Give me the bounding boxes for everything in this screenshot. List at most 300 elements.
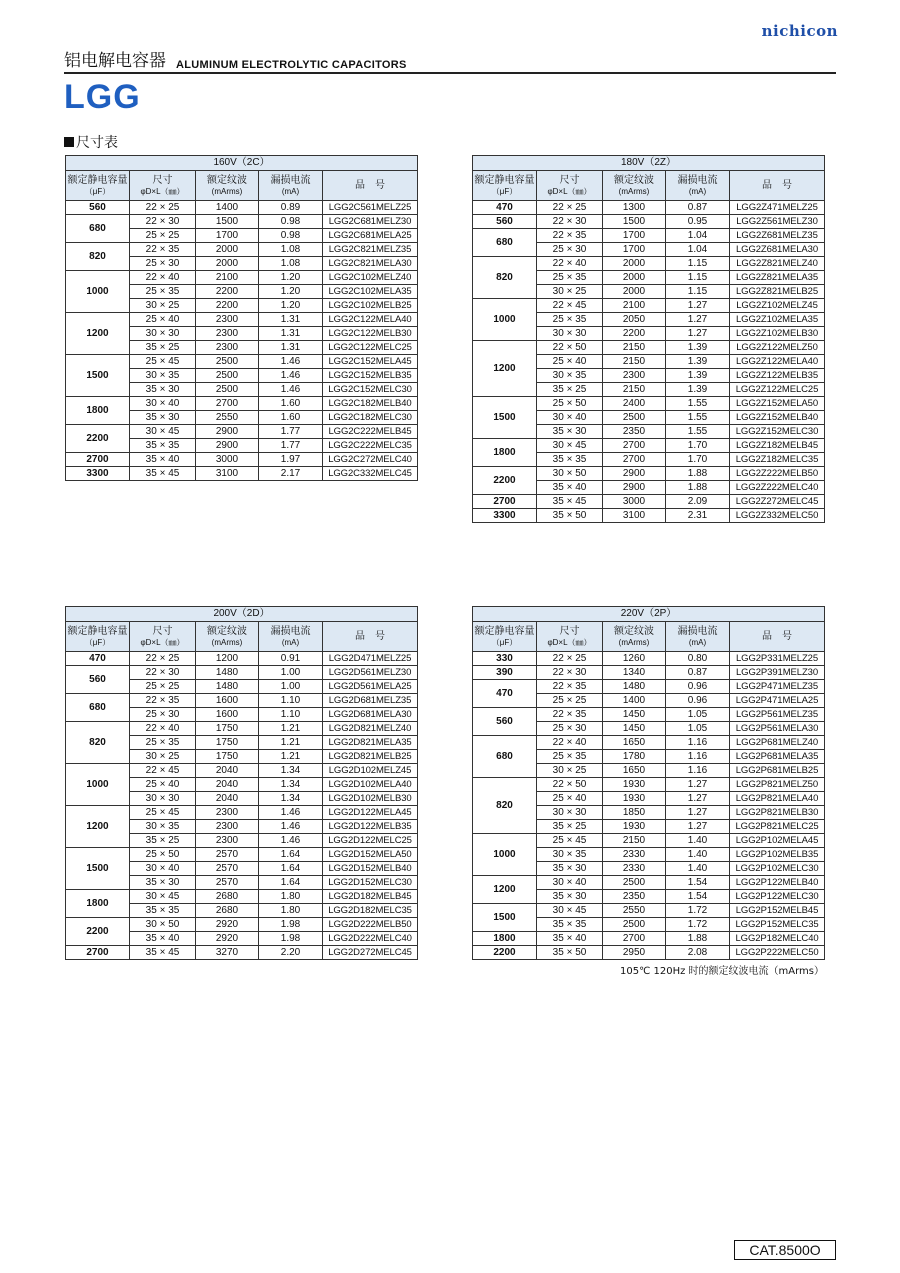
ripple-cell: 2000 xyxy=(196,257,259,271)
spec-table-220v xyxy=(472,606,825,960)
size-cell: 35 × 50 xyxy=(537,509,603,523)
size-cell: 22 × 25 xyxy=(537,652,603,666)
part-number-cell: LGG2Z152MELC30 xyxy=(730,425,825,439)
part-number-cell: LGG2Z122MELZ50 xyxy=(730,341,825,355)
ripple-cell: 2150 xyxy=(603,383,666,397)
size-cell: 35 × 25 xyxy=(537,820,603,834)
size-cell: 25 × 35 xyxy=(537,750,603,764)
column-header-part-no-label: 品 号 xyxy=(762,630,793,642)
table-row xyxy=(473,509,825,523)
capacitance-cell: 1000 xyxy=(473,299,537,341)
table-row xyxy=(473,257,825,271)
table-row xyxy=(473,652,825,666)
capacitance-cell: 390 xyxy=(473,666,537,680)
column-header-part-no xyxy=(323,622,418,652)
part-number-cell: LGG2Z222MELC40 xyxy=(730,481,825,495)
leakage-cell: 1.16 xyxy=(666,736,730,750)
header-title-cn: 铝电解电容器 xyxy=(64,51,166,71)
part-number-cell: LGG2P222MELC50 xyxy=(730,946,825,960)
ripple-cell: 2300 xyxy=(196,341,259,355)
ripple-cell: 2300 xyxy=(196,834,259,848)
size-cell: 30 × 50 xyxy=(537,467,603,481)
ripple-cell: 2950 xyxy=(603,946,666,960)
leakage-cell: 0.95 xyxy=(666,215,730,229)
column-header-capacitance-unit: （μF） xyxy=(84,637,111,647)
capacitance-cell: 820 xyxy=(66,722,130,764)
leakage-cell: 1.27 xyxy=(666,778,730,792)
table-row xyxy=(66,271,418,285)
leakage-cell: 1.39 xyxy=(666,341,730,355)
leakage-cell: 0.98 xyxy=(259,229,323,243)
size-cell: 25 × 30 xyxy=(130,708,196,722)
ripple-cell: 1400 xyxy=(196,201,259,215)
table-row xyxy=(66,425,418,439)
part-number-cell: LGG2Z471MELZ25 xyxy=(730,201,825,215)
leakage-cell: 1.40 xyxy=(666,862,730,876)
leakage-cell: 1.39 xyxy=(666,369,730,383)
size-cell: 25 × 25 xyxy=(537,694,603,708)
part-number-cell: LGG2C102MELA35 xyxy=(323,285,418,299)
size-cell: 30 × 45 xyxy=(537,439,603,453)
table-row xyxy=(66,355,418,369)
ripple-cell: 2700 xyxy=(603,932,666,946)
ripple-cell: 3100 xyxy=(196,467,259,481)
table-row xyxy=(473,495,825,509)
size-cell: 22 × 45 xyxy=(537,299,603,313)
part-number-cell: LGG2P561MELA30 xyxy=(730,722,825,736)
column-header-size xyxy=(130,171,196,201)
leakage-cell: 1.72 xyxy=(666,918,730,932)
ripple-cell: 3000 xyxy=(603,495,666,509)
table-row xyxy=(473,932,825,946)
part-number-cell: LGG2C561MELZ25 xyxy=(323,201,418,215)
part-number-cell: LGG2P122MELC30 xyxy=(730,890,825,904)
table-row xyxy=(66,694,418,708)
part-number-cell: LGG2P681MELZ40 xyxy=(730,736,825,750)
ripple-cell: 2100 xyxy=(603,299,666,313)
leakage-cell: 1.31 xyxy=(259,327,323,341)
leakage-cell: 1.46 xyxy=(259,820,323,834)
capacitance-cell: 560 xyxy=(66,666,130,694)
leakage-cell: 1.34 xyxy=(259,764,323,778)
capacitance-cell: 1200 xyxy=(473,341,537,397)
ripple-cell: 3270 xyxy=(196,946,259,960)
capacitance-cell: 2700 xyxy=(66,453,130,467)
spec-table-160v xyxy=(65,155,418,481)
size-cell: 25 × 45 xyxy=(130,355,196,369)
part-number-cell: LGG2Z821MELA35 xyxy=(730,271,825,285)
size-cell: 25 × 40 xyxy=(130,313,196,327)
ripple-cell: 1700 xyxy=(603,229,666,243)
ripple-cell: 2500 xyxy=(603,918,666,932)
ripple-cell: 1700 xyxy=(196,229,259,243)
leakage-cell: 1.80 xyxy=(259,890,323,904)
part-number-cell: LGG2D681MELA30 xyxy=(323,708,418,722)
ripple-cell: 1260 xyxy=(603,652,666,666)
part-number-cell: LGG2Z821MELZ40 xyxy=(730,257,825,271)
column-header-ripple-label: 额定纹波 xyxy=(207,625,247,637)
leakage-cell: 1.31 xyxy=(259,341,323,355)
leakage-cell: 1.27 xyxy=(666,313,730,327)
square-bullet-icon xyxy=(64,137,74,147)
capacitance-cell: 680 xyxy=(473,229,537,257)
leakage-cell: 1.16 xyxy=(666,764,730,778)
column-header-ripple-label: 额定纹波 xyxy=(614,174,654,186)
column-header-leakage-label: 漏损电流 xyxy=(677,625,718,637)
part-number-cell: LGG2Z152MELB40 xyxy=(730,411,825,425)
column-header-ripple xyxy=(196,622,259,652)
part-number-cell: LGG2D561MELA25 xyxy=(323,680,418,694)
ripple-cell: 2100 xyxy=(196,271,259,285)
ripple-cell: 2900 xyxy=(196,425,259,439)
leakage-cell: 1.00 xyxy=(259,680,323,694)
capacitance-cell: 2700 xyxy=(473,495,537,509)
ripple-cell: 2350 xyxy=(603,425,666,439)
part-number-cell: LGG2D122MELA45 xyxy=(323,806,418,820)
column-header-capacitance-label: 额定静电容量 xyxy=(67,625,128,637)
ripple-cell: 2500 xyxy=(196,383,259,397)
ripple-cell: 1700 xyxy=(603,243,666,257)
size-cell: 30 × 25 xyxy=(537,764,603,778)
part-number-cell: LGG2D821MELB25 xyxy=(323,750,418,764)
capacitance-cell: 330 xyxy=(473,652,537,666)
ripple-cell: 3100 xyxy=(603,509,666,523)
ripple-cell: 2000 xyxy=(603,285,666,299)
column-header-ripple-label: 额定纹波 xyxy=(207,174,247,186)
capacitance-cell: 470 xyxy=(473,680,537,708)
spec-table-180v xyxy=(472,155,825,523)
part-number-cell: LGG2Z152MELA50 xyxy=(730,397,825,411)
capacitance-cell: 1000 xyxy=(66,271,130,313)
part-number-cell: LGG2D821MELZ40 xyxy=(323,722,418,736)
part-number-cell: LGG2Z561MELZ30 xyxy=(730,215,825,229)
column-header-part-no-label: 品 号 xyxy=(355,179,386,191)
capacitance-cell: 2200 xyxy=(66,425,130,453)
catalog-number: CAT.8500O xyxy=(734,1240,836,1260)
column-header-size-unit: φD×L（㎜） xyxy=(140,186,185,196)
ripple-cell: 2050 xyxy=(603,313,666,327)
column-header-leakage xyxy=(666,622,730,652)
table-row xyxy=(66,764,418,778)
size-cell: 35 × 30 xyxy=(537,862,603,876)
leakage-cell: 1.55 xyxy=(666,411,730,425)
leakage-cell: 1.27 xyxy=(666,806,730,820)
column-header-capacitance xyxy=(473,622,537,652)
column-header-leakage-unit: (mA) xyxy=(281,186,300,196)
size-cell: 25 × 35 xyxy=(130,736,196,750)
leakage-cell: 0.96 xyxy=(666,680,730,694)
column-header-ripple-unit: (mArms) xyxy=(618,186,650,196)
column-header-capacitance-unit: （μF） xyxy=(84,186,111,196)
ripple-note: 105℃ 120Hz 时的额定纹波电流（mArms） xyxy=(620,966,824,977)
leakage-cell: 0.89 xyxy=(259,201,323,215)
ripple-cell: 1500 xyxy=(603,215,666,229)
column-header-size-label: 尺寸 xyxy=(559,174,580,186)
ripple-cell: 3000 xyxy=(196,453,259,467)
voltage-header: 220V（2P） xyxy=(473,607,825,622)
leakage-cell: 0.80 xyxy=(666,652,730,666)
size-cell: 30 × 40 xyxy=(537,876,603,890)
table-row xyxy=(473,229,825,243)
leakage-cell: 1.80 xyxy=(259,904,323,918)
part-number-cell: LGG2C222MELC35 xyxy=(323,439,418,453)
column-header-capacitance xyxy=(473,171,537,201)
leakage-cell: 1.40 xyxy=(666,848,730,862)
size-cell: 35 × 40 xyxy=(537,481,603,495)
ripple-cell: 2920 xyxy=(196,932,259,946)
size-cell: 30 × 25 xyxy=(537,285,603,299)
ripple-cell: 2330 xyxy=(603,862,666,876)
size-cell: 30 × 30 xyxy=(130,327,196,341)
size-cell: 22 × 40 xyxy=(130,722,196,736)
brand-logo: nichicon xyxy=(761,22,838,40)
ripple-cell: 1750 xyxy=(196,736,259,750)
table-row xyxy=(66,666,418,680)
leakage-cell: 1.27 xyxy=(666,820,730,834)
leakage-cell: 1.21 xyxy=(259,736,323,750)
column-header-capacitance-label: 额定静电容量 xyxy=(474,174,535,186)
part-number-cell: LGG2D821MELA35 xyxy=(323,736,418,750)
ripple-cell: 1650 xyxy=(603,736,666,750)
column-header-leakage xyxy=(259,171,323,201)
table-row xyxy=(473,736,825,750)
ripple-cell: 1300 xyxy=(603,201,666,215)
leakage-cell: 1.27 xyxy=(666,792,730,806)
ripple-cell: 1780 xyxy=(603,750,666,764)
part-number-cell: LGG2C681MELA25 xyxy=(323,229,418,243)
column-header-size-label: 尺寸 xyxy=(152,174,173,186)
leakage-cell: 2.20 xyxy=(259,946,323,960)
part-number-cell: LGG2C122MELA40 xyxy=(323,313,418,327)
table-row xyxy=(66,453,418,467)
size-cell: 35 × 45 xyxy=(130,467,196,481)
part-number-cell: LGG2D152MELB40 xyxy=(323,862,418,876)
capacitance-cell: 2200 xyxy=(473,946,537,960)
column-header-size xyxy=(537,171,603,201)
ripple-cell: 2920 xyxy=(196,918,259,932)
ripple-cell: 2500 xyxy=(196,369,259,383)
leakage-cell: 1.15 xyxy=(666,285,730,299)
size-cell: 35 × 25 xyxy=(130,341,196,355)
ripple-cell: 2040 xyxy=(196,792,259,806)
size-cell: 30 × 40 xyxy=(130,397,196,411)
size-cell: 35 × 40 xyxy=(537,932,603,946)
section-title xyxy=(64,132,118,152)
capacitance-cell: 3300 xyxy=(473,509,537,523)
leakage-cell: 1.15 xyxy=(666,271,730,285)
part-number-cell: LGG2Z102MELA35 xyxy=(730,313,825,327)
size-cell: 22 × 40 xyxy=(537,257,603,271)
ripple-cell: 1750 xyxy=(196,722,259,736)
size-cell: 22 × 35 xyxy=(537,229,603,243)
leakage-cell: 1.98 xyxy=(259,918,323,932)
size-cell: 22 × 30 xyxy=(130,215,196,229)
ripple-cell: 1400 xyxy=(603,694,666,708)
size-cell: 35 × 40 xyxy=(130,932,196,946)
leakage-cell: 2.31 xyxy=(666,509,730,523)
size-cell: 35 × 30 xyxy=(130,876,196,890)
ripple-cell: 2200 xyxy=(603,327,666,341)
ripple-cell: 2040 xyxy=(196,778,259,792)
leakage-cell: 1.27 xyxy=(666,327,730,341)
part-number-cell: LGG2D681MELZ35 xyxy=(323,694,418,708)
ripple-cell: 2700 xyxy=(603,439,666,453)
part-number-cell: LGG2C102MELZ40 xyxy=(323,271,418,285)
table-row xyxy=(473,834,825,848)
capacitance-cell: 680 xyxy=(66,215,130,243)
leakage-cell: 1.72 xyxy=(666,904,730,918)
column-header-leakage-label: 漏损电流 xyxy=(270,625,311,637)
leakage-cell: 1.54 xyxy=(666,890,730,904)
size-cell: 22 × 35 xyxy=(130,694,196,708)
size-cell: 22 × 35 xyxy=(130,243,196,257)
column-header-ripple-label: 额定纹波 xyxy=(614,625,654,637)
leakage-cell: 2.09 xyxy=(666,495,730,509)
column-header-ripple xyxy=(196,171,259,201)
leakage-cell: 1.08 xyxy=(259,243,323,257)
size-cell: 35 × 35 xyxy=(537,918,603,932)
leakage-cell: 1.20 xyxy=(259,299,323,313)
capacitance-cell: 1500 xyxy=(473,397,537,439)
table-row xyxy=(66,806,418,820)
size-cell: 22 × 50 xyxy=(537,341,603,355)
leakage-cell: 1.88 xyxy=(666,467,730,481)
ripple-cell: 2150 xyxy=(603,355,666,369)
column-header-part-no xyxy=(730,171,825,201)
ripple-cell: 2900 xyxy=(603,467,666,481)
ripple-cell: 1600 xyxy=(196,708,259,722)
leakage-cell: 1.64 xyxy=(259,876,323,890)
leakage-cell: 2.08 xyxy=(666,946,730,960)
leakage-cell: 1.04 xyxy=(666,229,730,243)
part-number-cell: LGG2Z102MELZ45 xyxy=(730,299,825,313)
part-number-cell: LGG2Z102MELB30 xyxy=(730,327,825,341)
ripple-cell: 2700 xyxy=(196,397,259,411)
leakage-cell: 1.60 xyxy=(259,397,323,411)
ripple-cell: 2200 xyxy=(196,299,259,313)
size-cell: 30 × 45 xyxy=(130,425,196,439)
size-cell: 35 × 35 xyxy=(537,453,603,467)
ripple-cell: 2330 xyxy=(603,848,666,862)
part-number-cell: LGG2P391MELZ30 xyxy=(730,666,825,680)
leakage-cell: 1.60 xyxy=(259,411,323,425)
part-number-cell: LGG2D471MELZ25 xyxy=(323,652,418,666)
ripple-cell: 2300 xyxy=(196,806,259,820)
capacitance-cell: 820 xyxy=(66,243,130,271)
size-cell: 35 × 40 xyxy=(130,453,196,467)
part-number-cell: LGG2Z332MELC50 xyxy=(730,509,825,523)
ripple-cell: 1340 xyxy=(603,666,666,680)
column-header-leakage xyxy=(259,622,323,652)
part-number-cell: LGG2D272MELC45 xyxy=(323,946,418,960)
ripple-cell: 2570 xyxy=(196,848,259,862)
size-cell: 22 × 30 xyxy=(130,666,196,680)
leakage-cell: 1.70 xyxy=(666,453,730,467)
part-number-cell: LGG2C152MELC30 xyxy=(323,383,418,397)
size-cell: 35 × 30 xyxy=(537,425,603,439)
column-header-size-label: 尺寸 xyxy=(559,625,580,637)
size-cell: 30 × 40 xyxy=(537,411,603,425)
table-row xyxy=(473,680,825,694)
capacitance-cell: 2200 xyxy=(66,918,130,946)
size-cell: 30 × 45 xyxy=(130,890,196,904)
table-row xyxy=(66,722,418,736)
leakage-cell: 1.46 xyxy=(259,355,323,369)
size-cell: 35 × 45 xyxy=(130,946,196,960)
ripple-cell: 1930 xyxy=(603,820,666,834)
ripple-cell: 2550 xyxy=(603,904,666,918)
leakage-cell: 1.88 xyxy=(666,481,730,495)
table-row xyxy=(66,890,418,904)
leakage-cell: 1.16 xyxy=(666,750,730,764)
leakage-cell: 0.87 xyxy=(666,666,730,680)
capacitance-cell: 560 xyxy=(473,215,537,229)
leakage-cell: 1.97 xyxy=(259,453,323,467)
table-row xyxy=(473,778,825,792)
capacitance-cell: 470 xyxy=(473,201,537,215)
column-header-part-no xyxy=(730,622,825,652)
spec-table-200v xyxy=(65,606,418,960)
part-number-cell: LGG2Z222MELB50 xyxy=(730,467,825,481)
part-number-cell: LGG2C222MELB45 xyxy=(323,425,418,439)
capacitance-cell: 1800 xyxy=(473,439,537,467)
part-number-cell: LGG2P471MELZ35 xyxy=(730,680,825,694)
part-number-cell: LGG2P152MELC35 xyxy=(730,918,825,932)
part-number-cell: LGG2C332MELC45 xyxy=(323,467,418,481)
part-number-cell: LGG2C182MELB40 xyxy=(323,397,418,411)
table-row xyxy=(473,201,825,215)
leakage-cell: 1.39 xyxy=(666,355,730,369)
ripple-cell: 1750 xyxy=(196,750,259,764)
capacitance-cell: 680 xyxy=(66,694,130,722)
ripple-cell: 1850 xyxy=(603,806,666,820)
part-number-cell: LGG2Z681MELZ35 xyxy=(730,229,825,243)
size-cell: 30 × 50 xyxy=(130,918,196,932)
column-header-ripple xyxy=(603,622,666,652)
ripple-cell: 1200 xyxy=(196,652,259,666)
ripple-cell: 1450 xyxy=(603,722,666,736)
leakage-cell: 1.20 xyxy=(259,271,323,285)
capacitance-cell: 470 xyxy=(66,652,130,666)
size-cell: 22 × 25 xyxy=(537,201,603,215)
part-number-cell: LGG2Z122MELC25 xyxy=(730,383,825,397)
ripple-cell: 2150 xyxy=(603,834,666,848)
part-number-cell: LGG2D122MELC25 xyxy=(323,834,418,848)
leakage-cell: 1.98 xyxy=(259,932,323,946)
leakage-cell: 1.20 xyxy=(259,285,323,299)
part-number-cell: LGG2D222MELC40 xyxy=(323,932,418,946)
part-number-cell: LGG2C122MELC25 xyxy=(323,341,418,355)
leakage-cell: 1.27 xyxy=(666,299,730,313)
capacitance-cell: 1200 xyxy=(66,313,130,355)
part-number-cell: LGG2P102MELA45 xyxy=(730,834,825,848)
leakage-cell: 1.46 xyxy=(259,383,323,397)
part-number-cell: LGG2P821MELZ50 xyxy=(730,778,825,792)
size-cell: 30 × 30 xyxy=(537,806,603,820)
column-header-ripple-unit: (mArms) xyxy=(211,186,243,196)
table-row xyxy=(473,708,825,722)
ripple-cell: 2000 xyxy=(603,257,666,271)
leakage-cell: 1.08 xyxy=(259,257,323,271)
column-header-size-unit: φD×L（㎜） xyxy=(547,186,592,196)
column-header-part-no xyxy=(323,171,418,201)
ripple-cell: 1480 xyxy=(196,680,259,694)
capacitance-cell: 820 xyxy=(473,257,537,299)
voltage-header: 200V（2D） xyxy=(66,607,418,622)
part-number-cell: LGG2D561MELZ30 xyxy=(323,666,418,680)
leakage-cell: 1.05 xyxy=(666,722,730,736)
part-number-cell: LGG2D102MELZ45 xyxy=(323,764,418,778)
